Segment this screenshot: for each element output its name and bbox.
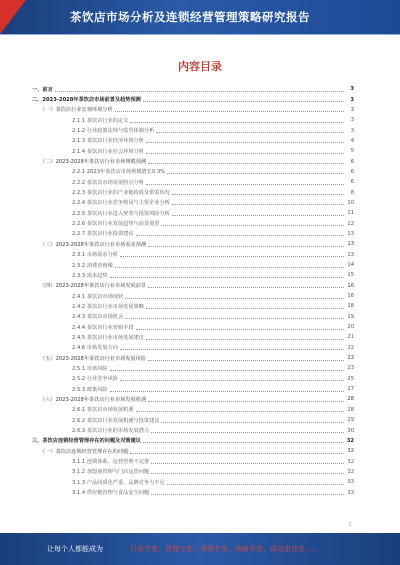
toc-entry[interactable] xyxy=(32,125,354,135)
page-number: 1 xyxy=(348,521,352,528)
toc-entry-page: 33 xyxy=(347,489,354,496)
footer-banner xyxy=(0,533,400,565)
toc-entry-page: 3 xyxy=(350,117,354,124)
toc-entry-text: 2.1.2 行业政策法规与监管体制分析 xyxy=(72,128,155,135)
toc-entry[interactable] xyxy=(32,394,354,404)
toc-entry-text: （六）2023-2028年茶饮店行业市场发展机遇 xyxy=(40,396,147,403)
table-of-contents xyxy=(32,84,354,498)
toc-entry[interactable] xyxy=(32,208,354,218)
toc-entry-text: 二、2023-2028年茶饮店市场前景及趋势预测 xyxy=(32,97,141,104)
toc-leader-dots xyxy=(172,214,344,216)
header-banner xyxy=(0,0,400,34)
toc-entry-page: 3 xyxy=(350,96,354,103)
toc-leader-dots xyxy=(172,203,344,205)
toc-entry[interactable] xyxy=(32,105,354,115)
toc-entry-text: （四）2023-2028年茶饮店行业市场发展前景 xyxy=(40,283,147,290)
toc-leader-dots xyxy=(146,307,344,309)
toc-entry-text: 2.3.2 消费者画像 xyxy=(72,262,113,269)
toc-entry-text: 2.2.2 茶饮店市场发展特点分析 xyxy=(72,179,144,186)
toc-leader-dots xyxy=(110,276,344,278)
toc-entry[interactable] xyxy=(32,405,354,415)
toc-leader-dots xyxy=(148,245,344,247)
report-title: 茶饮店市场分析及连锁经营管理策略研究报告 xyxy=(70,10,310,24)
toc-entry-text: （二）2023-2028年茶饮店行业市场规模预测 xyxy=(40,159,147,166)
toc-entry[interactable] xyxy=(32,167,354,177)
toc-leader-dots xyxy=(136,234,344,236)
toc-entry-page: 3 xyxy=(350,106,354,113)
toc-entry-text: 2.1.3 茶饮店行业经济环境分析 xyxy=(72,138,144,145)
footer-slogan-right: 行业专家、管理专家、营销专家、战略专家、成功企业家…… xyxy=(130,545,319,553)
toc-entry[interactable] xyxy=(32,363,354,373)
toc-entry-text: 2.6.3 茶饮店行业的市场发展潜力 xyxy=(72,428,150,435)
toc-leader-dots xyxy=(130,121,344,123)
toc-entry-text: 2.4.5 茶饮店行业市场发展建议 xyxy=(72,334,144,341)
toc-entry[interactable] xyxy=(32,301,354,311)
toc-leader-dots xyxy=(143,441,344,443)
toc-entry-text: 一、前言 xyxy=(32,86,53,93)
toc-entry[interactable] xyxy=(32,477,354,487)
toc-entry[interactable] xyxy=(32,250,354,260)
toc-leader-dots xyxy=(120,348,344,350)
toc-leader-dots xyxy=(161,421,344,423)
toc-entry-page: 32 xyxy=(347,468,354,475)
toc-entry-text: 2.4.2 茶饮店行业市场发展策略 xyxy=(72,303,144,310)
toc-leader-dots xyxy=(151,493,344,495)
toc-entry-page: 21 xyxy=(347,334,354,341)
toc-entry[interactable] xyxy=(32,446,354,456)
toc-entry-text: 2.2.1 2023年茶饮店市场规模增长0.3% xyxy=(72,169,166,176)
toc-title: 内容目录 xyxy=(178,60,222,73)
toc-leader-dots xyxy=(130,452,344,454)
toc-entry[interactable] xyxy=(32,146,354,156)
toc-entry-text: 2.6.2 茶饮店行业发展机遇与投资建议 xyxy=(72,417,160,424)
toc-entry-page: 30 xyxy=(347,427,354,434)
toc-entry-text: 2.2.4 茶饮店行业竞争格局与主要企业分析 xyxy=(72,200,170,207)
toc-entry[interactable] xyxy=(32,270,354,280)
toc-leader-dots xyxy=(110,369,344,371)
toc-leader-dots xyxy=(110,390,344,392)
toc-entry-page: 13 xyxy=(347,241,354,248)
toc-entry-page: 3 xyxy=(350,86,354,93)
toc-leader-dots xyxy=(167,483,344,485)
toc-entry[interactable] xyxy=(32,353,354,363)
toc-entry-page: 15 xyxy=(347,272,354,279)
toc-leader-dots xyxy=(148,162,344,164)
toc-entry-page: 6 xyxy=(350,179,354,186)
toc-entry-page: 13 xyxy=(347,230,354,237)
toc-entry-text: 2.5.2 行业竞争风险 xyxy=(72,376,118,383)
toc-entry-text: 三、茶饮店连锁经营管理存在的问题及对策建议 xyxy=(32,438,141,445)
toc-leader-dots xyxy=(136,410,344,412)
toc-entry[interactable] xyxy=(32,94,354,104)
toc-entry[interactable] xyxy=(32,415,354,425)
toc-entry-text: 3.1.2 加盟商管理与门店运营问题 xyxy=(72,469,150,476)
toc-leader-dots xyxy=(146,338,344,340)
toc-leader-dots xyxy=(55,90,344,92)
toc-entry-text: 2.2.6 茶饮店行业发展趋势与前景展望 xyxy=(72,221,160,228)
toc-entry-page: 13 xyxy=(347,251,354,258)
toc-leader-dots xyxy=(125,297,344,299)
toc-entry[interactable] xyxy=(32,281,354,291)
toc-entry-text: （一）茶饮店行业宏观环境分析 xyxy=(40,107,113,114)
toc-entry-text: 2.3.1 市场需求分析 xyxy=(72,252,118,259)
toc-entry-text: 2.5.3 政策风险 xyxy=(72,386,108,393)
toc-entry-page: 32 xyxy=(347,448,354,455)
toc-entry-page: 20 xyxy=(347,324,354,331)
toc-entry-text: 2.5.1 市场风险 xyxy=(72,365,108,372)
toc-entry-page: 18 xyxy=(347,303,354,310)
toc-entry-page: 33 xyxy=(347,479,354,486)
toc-entry-page: 6 xyxy=(350,168,354,175)
toc-leader-dots xyxy=(146,141,344,143)
toc-entry[interactable] xyxy=(32,84,354,94)
toc-leader-dots xyxy=(146,152,344,154)
toc-entry[interactable] xyxy=(32,218,354,228)
toc-entry-page: 4 xyxy=(350,137,354,144)
toc-leader-dots xyxy=(115,110,344,112)
toc-entry-page: 16 xyxy=(347,282,354,289)
toc-entry[interactable] xyxy=(32,136,354,146)
toc-entry-page: 6 xyxy=(350,158,354,165)
toc-entry-text: 3.1.4 供应链管理与食品安全问题 xyxy=(72,490,150,497)
toc-leader-dots xyxy=(115,266,344,268)
toc-entry-page: 14 xyxy=(347,262,354,269)
toc-entry[interactable] xyxy=(32,156,354,166)
toc-leader-dots xyxy=(120,255,344,257)
toc-entry-page: 16 xyxy=(347,293,354,300)
toc-entry-page: 22 xyxy=(347,344,354,351)
toc-entry-text: 2.2.3 茶饮店行业的产业链构成及供需状况 xyxy=(72,190,170,197)
toc-entry[interactable] xyxy=(32,384,354,394)
toc-entry[interactable] xyxy=(32,374,354,384)
toc-leader-dots xyxy=(148,286,344,288)
toc-leader-dots xyxy=(143,100,344,102)
toc-entry-text: 2.3.3 需求趋势 xyxy=(72,272,108,279)
toc-entry-page: 23 xyxy=(347,355,354,362)
toc-entry-page: 27 xyxy=(347,386,354,393)
toc-entry[interactable] xyxy=(32,115,354,125)
toc-entry-text: 2.2.7 茶饮店行业投资建议 xyxy=(72,231,134,238)
header-divider xyxy=(0,34,400,35)
toc-leader-dots xyxy=(125,317,344,319)
toc-entry-text: 3.1.3 产品同质化严重、品牌竞争力不足 xyxy=(72,479,165,486)
header-red-accent xyxy=(0,0,26,34)
toc-entry-text: 2.4.3 茶饮店市场机会 xyxy=(72,314,124,321)
toc-entry[interactable] xyxy=(32,312,354,322)
toc-entry-text: （五）2023-2028年茶饮店行业市场发展风险 xyxy=(40,355,147,362)
toc-entry-text: 2.4.1 茶饮店市场现状 xyxy=(72,293,124,300)
toc-entry-page: 28 xyxy=(347,406,354,413)
toc-entry-page: 3 xyxy=(350,127,354,134)
toc-entry[interactable] xyxy=(32,177,354,187)
toc-entry-page: 5 xyxy=(350,148,354,155)
toc-entry[interactable] xyxy=(32,343,354,353)
toc-entry-text: 2.1.4 茶饮店行业社会环境分析 xyxy=(72,148,144,155)
toc-entry-page: 32 xyxy=(346,437,354,444)
toc-entry-page: 29 xyxy=(347,417,354,424)
toc-entry-page: 28 xyxy=(347,396,354,403)
toc-entry-text: （一）茶饮店连锁经营管理存在的问题 xyxy=(40,448,129,455)
toc-entry[interactable] xyxy=(32,332,354,342)
toc-entry-page: 8 xyxy=(350,189,354,196)
toc-leader-dots xyxy=(136,328,344,330)
toc-entry-page: 25 xyxy=(347,375,354,382)
toc-entry-text: 3.1.1 连锁体系、运营管理不完善 xyxy=(72,459,150,466)
toc-entry[interactable] xyxy=(32,456,354,466)
toc-leader-dots xyxy=(148,400,344,402)
toc-entry-text: 2.4.4 茶饮店行业营销手段 xyxy=(72,324,134,331)
toc-leader-dots xyxy=(172,193,344,195)
toc-leader-dots xyxy=(161,224,344,226)
toc-entry-page: 32 xyxy=(347,458,354,465)
toc-entry[interactable] xyxy=(32,436,354,446)
toc-leader-dots xyxy=(156,131,344,133)
toc-entry[interactable] xyxy=(32,467,354,477)
toc-entry-page: 19 xyxy=(347,313,354,320)
toc-entry-text: （三）2023-2028年茶饮店行业市场需求预测 xyxy=(40,241,147,248)
toc-leader-dots xyxy=(120,379,344,381)
footer-slogan-left: 让每个人都能成为 xyxy=(47,545,103,553)
toc-entry[interactable] xyxy=(32,260,354,270)
toc-entry-page: 23 xyxy=(347,365,354,372)
toc-entry-text: 2.2.5 茶饮店行业进入壁垒与投资风险分析 xyxy=(72,210,170,217)
toc-entry-page: 12 xyxy=(347,220,354,227)
toc-entry[interactable] xyxy=(32,229,354,239)
toc-leader-dots xyxy=(167,172,344,174)
toc-entry-page: 10 xyxy=(347,199,354,206)
toc-entry[interactable] xyxy=(32,291,354,301)
toc-entry[interactable] xyxy=(32,487,354,497)
toc-leader-dots xyxy=(151,431,344,433)
toc-entry-page: 11 xyxy=(347,210,354,217)
toc-entry-text: 2.4.6 市场发展方向 xyxy=(72,345,118,352)
toc-leader-dots xyxy=(151,472,344,474)
toc-leader-dots xyxy=(146,183,344,185)
toc-entry[interactable] xyxy=(32,425,354,435)
toc-leader-dots xyxy=(151,462,344,464)
toc-entry[interactable] xyxy=(32,322,354,332)
toc-entry[interactable] xyxy=(32,239,354,249)
toc-entry[interactable] xyxy=(32,187,354,197)
toc-entry[interactable] xyxy=(32,198,354,208)
toc-entry-text: 2.6.1 茶饮店市场发展机遇 xyxy=(72,407,134,414)
toc-entry-text: 2.1.1 茶饮店行业的定义 xyxy=(72,117,129,124)
toc-leader-dots xyxy=(148,359,344,361)
